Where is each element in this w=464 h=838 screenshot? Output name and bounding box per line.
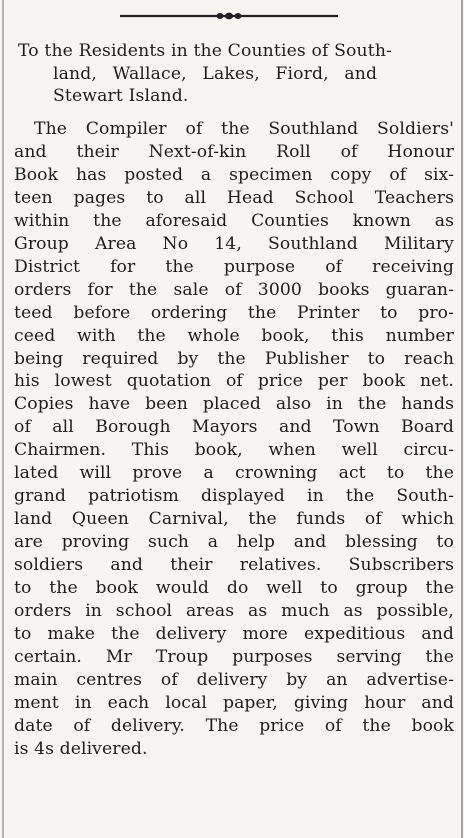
body-line: Book has posted a specimen copy of six- xyxy=(14,164,454,185)
body-line: soldiers and their relatives. Subscribers xyxy=(14,555,454,576)
body-line: date of delivery. The price of the book xyxy=(14,715,454,736)
body-line: orders for the sale of 3000 books guaran- xyxy=(14,279,454,300)
body-line: land Queen Carnival, the funds of which xyxy=(14,509,454,530)
body-line: The Compiler of the Southland Soldiers' xyxy=(34,119,454,139)
body-line: ceed with the whole book, this number xyxy=(14,325,454,346)
body-line: ment in each local paper, giving hour and xyxy=(14,692,454,713)
right-column-rule xyxy=(461,0,463,838)
heading-line: To the Residents in the Counties of South- xyxy=(18,41,393,61)
body-line: within the aforesaid Counties known as xyxy=(14,210,454,231)
body-line: grand patriotism displayed in the South- xyxy=(14,486,454,507)
body-line: certain. Mr Troup purposes serving the xyxy=(14,646,454,667)
body-line: is 4s delivered. xyxy=(14,738,148,759)
body-line: being required by the Publisher to reach xyxy=(14,348,454,369)
body-line: to the book would do well to group the xyxy=(14,578,454,599)
body-line: lated will prove a crowning act to the xyxy=(14,463,454,484)
left-column-rule xyxy=(2,0,4,838)
body-line: Chairmen. This book, when well circu- xyxy=(14,440,454,461)
body-line: orders in school areas as much as possible, xyxy=(14,601,454,622)
article-heading xyxy=(18,40,442,108)
body-line: main centres of delivery by an advertise- xyxy=(14,669,454,690)
body-line: to make the delivery more expeditious and xyxy=(14,623,454,644)
body-line: District for the purpose of receiving xyxy=(14,256,454,277)
body-line: Copies have been placed also in the hands xyxy=(14,394,454,415)
article-body xyxy=(14,118,454,761)
body-line: are proving such a help and blessing to xyxy=(14,532,454,553)
body-line: his lowest quotation of price per book net. xyxy=(14,371,454,392)
body-line: teen pages to all Head School Teachers xyxy=(14,187,454,208)
ornamental-divider xyxy=(120,10,338,22)
heading-line: land, Wallace, Lakes, Fiord, and xyxy=(53,63,378,84)
body-line: of all Borough Mayors and Town Board xyxy=(14,417,454,438)
body-line: teed before ordering the Printer to pro- xyxy=(14,302,454,323)
body-line: Group Area No 14, Southland Military xyxy=(14,233,454,254)
heading-line: Stewart Island. xyxy=(53,86,189,106)
body-line: and their Next-of-kin Roll of Honour xyxy=(14,141,454,162)
